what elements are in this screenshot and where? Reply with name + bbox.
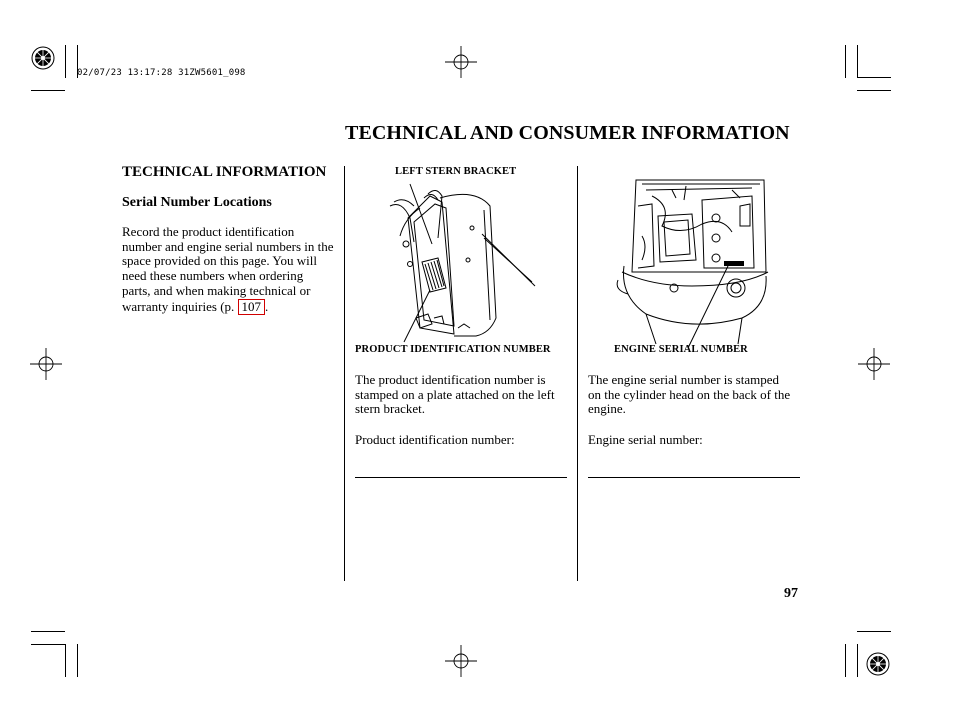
stern-bracket-illustration — [380, 178, 540, 340]
page-title: TECHNICAL AND CONSUMER INFORMATION — [345, 122, 790, 144]
caption-left-stern-bracket: LEFT STERN BRACKET — [395, 166, 517, 177]
print-slug: 02/07/23 13:17:28 31ZW5601_098 — [77, 68, 246, 78]
product-id-entry-line — [355, 477, 567, 478]
intro-paragraph — [122, 225, 334, 315]
column-divider-left — [344, 166, 345, 581]
section-heading: TECHNICAL INFORMATION — [122, 164, 327, 180]
subsection-heading: Serial Number Locations — [122, 195, 272, 210]
caption-engine-serial-number: ENGINE SERIAL NUMBER — [614, 344, 748, 355]
crosshair-mark-left — [30, 348, 62, 380]
crosshair-mark-right — [858, 348, 890, 380]
caption-product-identification-number: PRODUCT IDENTIFICATION NUMBER — [355, 344, 551, 355]
crosshair-mark-bottom — [445, 645, 477, 677]
page-number: 97 — [784, 586, 798, 601]
starburst-register-mark-bottom-right — [865, 651, 891, 677]
column-divider-right — [577, 166, 578, 581]
crosshair-mark-top — [445, 46, 477, 78]
intro-end: . — [265, 298, 269, 314]
engine-serial-entry-line — [588, 477, 800, 478]
product-id-description: The product identification number is stamped on a plate attached on the left stern bracket. — [355, 372, 555, 417]
page-reference-link[interactable]: 107 — [238, 299, 266, 315]
intro-text: Record the product identification number and engine serial numbers in the space provided on this page. You will need these numbers when ordering parts, and when making technical or warranty inquiries (p. — [122, 224, 334, 314]
engine-serial-field-label: Engine serial number: — [588, 432, 703, 447]
starburst-register-mark-top-left — [30, 45, 56, 71]
engine-illustration — [612, 176, 772, 344]
engine-serial-description: The engine serial number is stamped on the cylinder head on the back of the engine. — [588, 372, 791, 417]
product-id-field-label: Product identification number: — [355, 432, 515, 447]
